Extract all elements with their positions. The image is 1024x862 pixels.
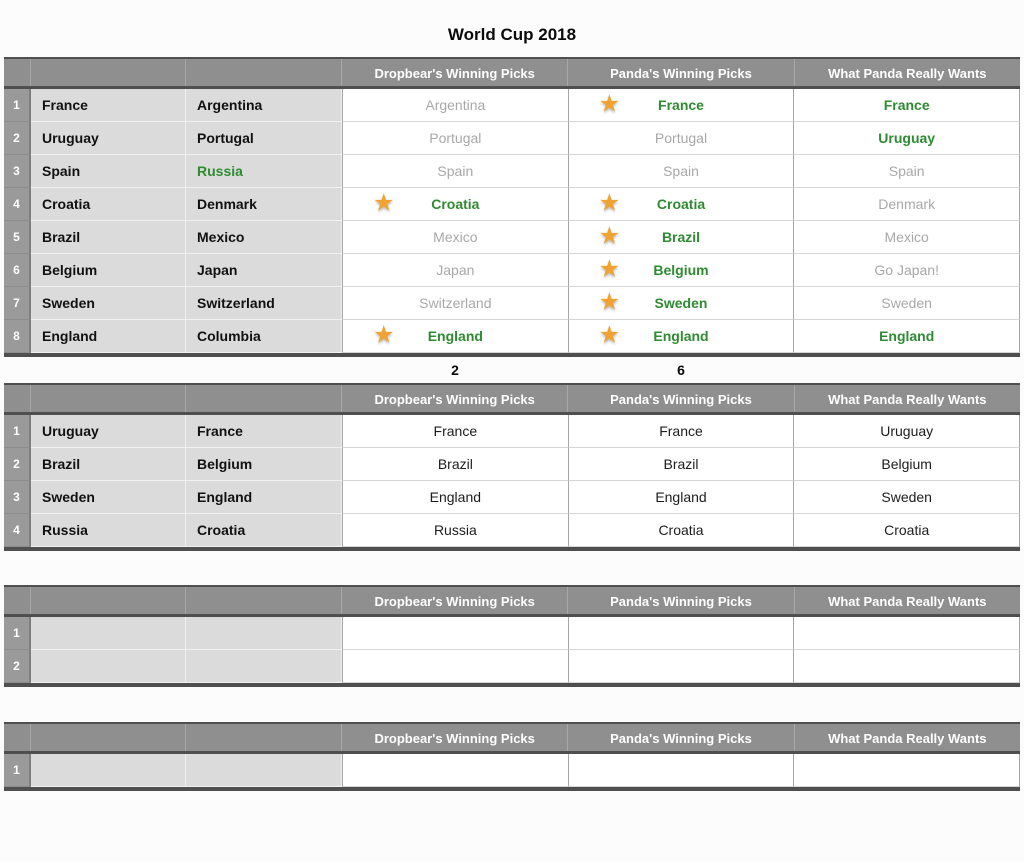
table-round-of-16: [4, 57, 1020, 357]
team-cell[interactable]: Belgium: [186, 448, 342, 481]
pick-cell[interactable]: [568, 617, 794, 650]
pick-cell[interactable]: [342, 650, 568, 683]
pick-cell[interactable]: [342, 188, 568, 221]
pick-cell[interactable]: [342, 287, 568, 320]
pick-cell[interactable]: [793, 617, 1020, 650]
table-row: [4, 89, 1020, 122]
pick-cell[interactable]: [568, 188, 794, 221]
pick-cell[interactable]: [793, 754, 1020, 787]
totals-spacer: [4, 357, 31, 383]
star-icon: ★: [598, 189, 621, 217]
star-icon: ★: [598, 288, 621, 316]
row-number[interactable]: 2: [4, 650, 31, 683]
pick-text: Spain: [437, 163, 474, 179]
pick-text: France: [659, 423, 703, 439]
team-cell[interactable]: Russia: [31, 514, 186, 547]
pick-text: Croatia: [884, 522, 930, 538]
pick-cell[interactable]: [568, 221, 794, 254]
row-number[interactable]: 2: [4, 122, 31, 155]
table-row: [4, 617, 1020, 650]
pick-cell[interactable]: [793, 481, 1020, 514]
pick-cell[interactable]: [568, 650, 794, 683]
pick-text: Russia: [433, 522, 477, 538]
table-row: [4, 448, 1020, 481]
dropbear-picks-header[interactable]: Dropbear's Winning Picks: [342, 385, 568, 412]
dropbear-picks-header[interactable]: Dropbear's Winning Picks: [342, 724, 568, 751]
pick-cell[interactable]: [342, 415, 568, 448]
pick-cell[interactable]: [342, 89, 568, 122]
team-cell[interactable]: Croatia: [186, 514, 342, 547]
pick-cell[interactable]: [568, 448, 794, 481]
pick-cell[interactable]: [342, 617, 568, 650]
panda-picks-header[interactable]: Panda's Winning Picks: [568, 724, 794, 751]
team1-header-cell[interactable]: [31, 724, 186, 751]
pick-text: France: [883, 97, 930, 113]
totals-row: [4, 357, 1020, 383]
table-header-row: [4, 724, 1020, 754]
table-row: [4, 650, 1020, 683]
pick-text: Spain: [663, 163, 699, 179]
pick-text: Sweden: [654, 295, 708, 311]
pick-cell[interactable]: [568, 514, 794, 547]
pick-text: Go Japan!: [874, 262, 939, 278]
table-row: [4, 155, 1020, 188]
team-cell[interactable]: France: [31, 89, 186, 122]
panda-picks-header[interactable]: Panda's Winning Picks: [568, 587, 794, 614]
team-cell[interactable]: [186, 754, 342, 787]
row-number[interactable]: 5: [4, 221, 31, 254]
pick-cell[interactable]: [793, 287, 1020, 320]
pick-cell[interactable]: [793, 89, 1020, 122]
team-cell[interactable]: [31, 617, 186, 650]
pick-cell[interactable]: [342, 320, 568, 353]
pick-cell[interactable]: [568, 320, 794, 353]
row-number[interactable]: 3: [4, 155, 31, 188]
team-cell[interactable]: [186, 617, 342, 650]
team-cell[interactable]: Croatia: [31, 188, 186, 221]
row-number[interactable]: 3: [4, 481, 31, 514]
corner-header-cell[interactable]: [4, 587, 31, 614]
table-row: [4, 481, 1020, 514]
team2-header-cell[interactable]: [186, 724, 342, 751]
row-number[interactable]: 4: [4, 514, 31, 547]
row-number[interactable]: 1: [4, 617, 31, 650]
table-row: [4, 754, 1020, 787]
panda-wants-header[interactable]: What Panda Really Wants: [828, 66, 987, 81]
panda-picks-header[interactable]: Panda's Winning Picks: [568, 385, 794, 412]
dropbear-picks-header[interactable]: Dropbear's Winning Picks: [342, 59, 568, 86]
team-cell[interactable]: [31, 650, 186, 683]
team2-header-cell[interactable]: [186, 385, 342, 412]
team-cell[interactable]: Japan: [186, 254, 342, 287]
table-row: [4, 188, 1020, 221]
team1-header-cell[interactable]: [31, 385, 186, 412]
panda-wants-header[interactable]: What Panda Really Wants: [828, 392, 987, 407]
pick-cell[interactable]: [568, 415, 794, 448]
table-header-row: [4, 59, 1020, 89]
pick-text: Belgium: [881, 456, 932, 472]
team-cell[interactable]: Belgium: [31, 254, 186, 287]
team-cell[interactable]: England: [31, 320, 186, 353]
pick-text: Uruguay: [880, 423, 934, 439]
team-cell[interactable]: Uruguay: [31, 415, 186, 448]
pick-cell[interactable]: [793, 122, 1020, 155]
pick-text: Croatia: [656, 196, 706, 212]
team2-header-cell[interactable]: [186, 59, 342, 86]
star-icon: ★: [598, 255, 621, 283]
pick-text: Denmark: [878, 196, 936, 212]
pick-text: Spain: [888, 163, 925, 179]
team-cell[interactable]: Sweden: [31, 481, 186, 514]
pick-text: Argentina: [425, 97, 486, 113]
pick-text: Portugal: [654, 130, 708, 146]
pick-text: Mexico: [884, 229, 929, 245]
team2-header-cell[interactable]: [186, 587, 342, 614]
pick-text: Brazil: [437, 456, 473, 472]
pick-cell[interactable]: [568, 287, 794, 320]
team-cell[interactable]: Columbia: [186, 320, 342, 353]
dropbear-total-cell[interactable]: 2: [451, 362, 459, 378]
pick-cell[interactable]: [793, 448, 1020, 481]
row-number[interactable]: 1: [4, 89, 31, 122]
pick-text: Croatia: [431, 196, 480, 212]
team-cell[interactable]: Brazil: [31, 221, 186, 254]
pick-text: England: [655, 489, 707, 505]
table-row: [4, 254, 1020, 287]
pick-cell[interactable]: [342, 514, 568, 547]
row-number[interactable]: 7: [4, 287, 31, 320]
corner-header-cell[interactable]: [4, 385, 31, 412]
pick-cell[interactable]: [568, 122, 794, 155]
pick-text: Croatia: [658, 522, 704, 538]
pick-cell[interactable]: [568, 254, 794, 287]
spreadsheet-page: [0, 25, 1024, 862]
row-number[interactable]: 1: [4, 754, 31, 787]
table-row: [4, 514, 1020, 547]
team1-header-cell[interactable]: [31, 587, 186, 614]
pick-text: Belgium: [653, 262, 709, 278]
pick-cell[interactable]: [793, 320, 1020, 353]
pick-text: Sweden: [881, 295, 932, 311]
team-cell[interactable]: Switzerland: [186, 287, 342, 320]
pick-cell[interactable]: [793, 221, 1020, 254]
team-cell[interactable]: France: [186, 415, 342, 448]
pick-cell[interactable]: [568, 89, 794, 122]
page-title: World Cup 2018: [447, 25, 577, 44]
table-final: [4, 722, 1020, 791]
team-cell[interactable]: Spain: [31, 155, 186, 188]
totals-spacer: [31, 357, 186, 383]
pick-cell[interactable]: [342, 754, 568, 787]
row-number[interactable]: 6: [4, 254, 31, 287]
pick-cell[interactable]: [342, 448, 568, 481]
team-cell[interactable]: Argentina: [186, 89, 342, 122]
corner-header-cell[interactable]: [4, 724, 31, 751]
pick-cell[interactable]: [793, 514, 1020, 547]
pick-text: England: [429, 489, 482, 505]
pick-cell[interactable]: [342, 221, 568, 254]
pick-cell[interactable]: [342, 122, 568, 155]
pick-text: France: [658, 97, 704, 113]
team-cell[interactable]: England: [186, 481, 342, 514]
row-number[interactable]: 1: [4, 415, 31, 448]
totals-spacer: [794, 357, 1020, 383]
totals-spacer: [186, 357, 342, 383]
pick-text: England: [427, 328, 483, 344]
team-cell[interactable]: Uruguay: [31, 122, 186, 155]
table-quarter-finals: [4, 383, 1020, 551]
dropbear-picks-header[interactable]: Dropbear's Winning Picks: [342, 587, 568, 614]
star-icon: ★: [373, 189, 395, 217]
pick-cell[interactable]: [793, 415, 1020, 448]
row-number[interactable]: 4: [4, 188, 31, 221]
pick-cell[interactable]: [342, 254, 568, 287]
pick-cell[interactable]: [568, 754, 794, 787]
team-cell[interactable]: Denmark: [186, 188, 342, 221]
pick-text: Brazil: [663, 456, 699, 472]
row-number[interactable]: 8: [4, 320, 31, 353]
team-cell[interactable]: Portugal: [186, 122, 342, 155]
pick-text: Uruguay: [878, 130, 936, 146]
pick-text: England: [879, 328, 935, 344]
pick-cell[interactable]: [342, 481, 568, 514]
team-cell[interactable]: Brazil: [31, 448, 186, 481]
pick-text: Portugal: [429, 130, 482, 146]
star-icon: ★: [598, 321, 621, 349]
corner-header-cell[interactable]: [4, 59, 31, 86]
star-icon: ★: [598, 90, 621, 118]
table-row: [4, 122, 1020, 155]
pick-text: France: [433, 423, 478, 439]
star-icon: ★: [373, 321, 395, 349]
team-cell[interactable]: Mexico: [186, 221, 342, 254]
pick-cell[interactable]: [793, 254, 1020, 287]
panda-wants-header[interactable]: What Panda Really Wants: [828, 731, 987, 746]
table-header-row: [4, 385, 1020, 415]
table-row: [4, 415, 1020, 448]
panda-wants-header[interactable]: What Panda Really Wants: [828, 594, 987, 609]
pick-text: Mexico: [433, 229, 478, 245]
pick-text: Brazil: [661, 229, 701, 245]
team-cell[interactable]: [186, 650, 342, 683]
panda-total-cell[interactable]: 6: [677, 362, 685, 378]
pick-cell[interactable]: [793, 650, 1020, 683]
table-header-row: [4, 587, 1020, 617]
pick-text: Switzerland: [419, 295, 492, 311]
row-number[interactable]: 2: [4, 448, 31, 481]
pick-cell[interactable]: [793, 188, 1020, 221]
pick-cell[interactable]: [342, 155, 568, 188]
table-semi-finals: [4, 585, 1020, 687]
panda-picks-header[interactable]: Panda's Winning Picks: [568, 59, 794, 86]
pick-cell[interactable]: [793, 155, 1020, 188]
pick-cell[interactable]: [568, 481, 794, 514]
team-cell[interactable]: Sweden: [31, 287, 186, 320]
pick-text: Japan: [436, 262, 475, 278]
table-row: [4, 320, 1020, 353]
star-icon: ★: [598, 222, 621, 250]
team1-header-cell[interactable]: [31, 59, 186, 86]
pick-cell[interactable]: [568, 155, 794, 188]
team-cell[interactable]: [31, 754, 186, 787]
table-row: [4, 287, 1020, 320]
pick-text: England: [653, 328, 709, 344]
pick-text: Sweden: [881, 489, 932, 505]
table-row: [4, 221, 1020, 254]
team-cell[interactable]: Russia: [186, 155, 342, 188]
